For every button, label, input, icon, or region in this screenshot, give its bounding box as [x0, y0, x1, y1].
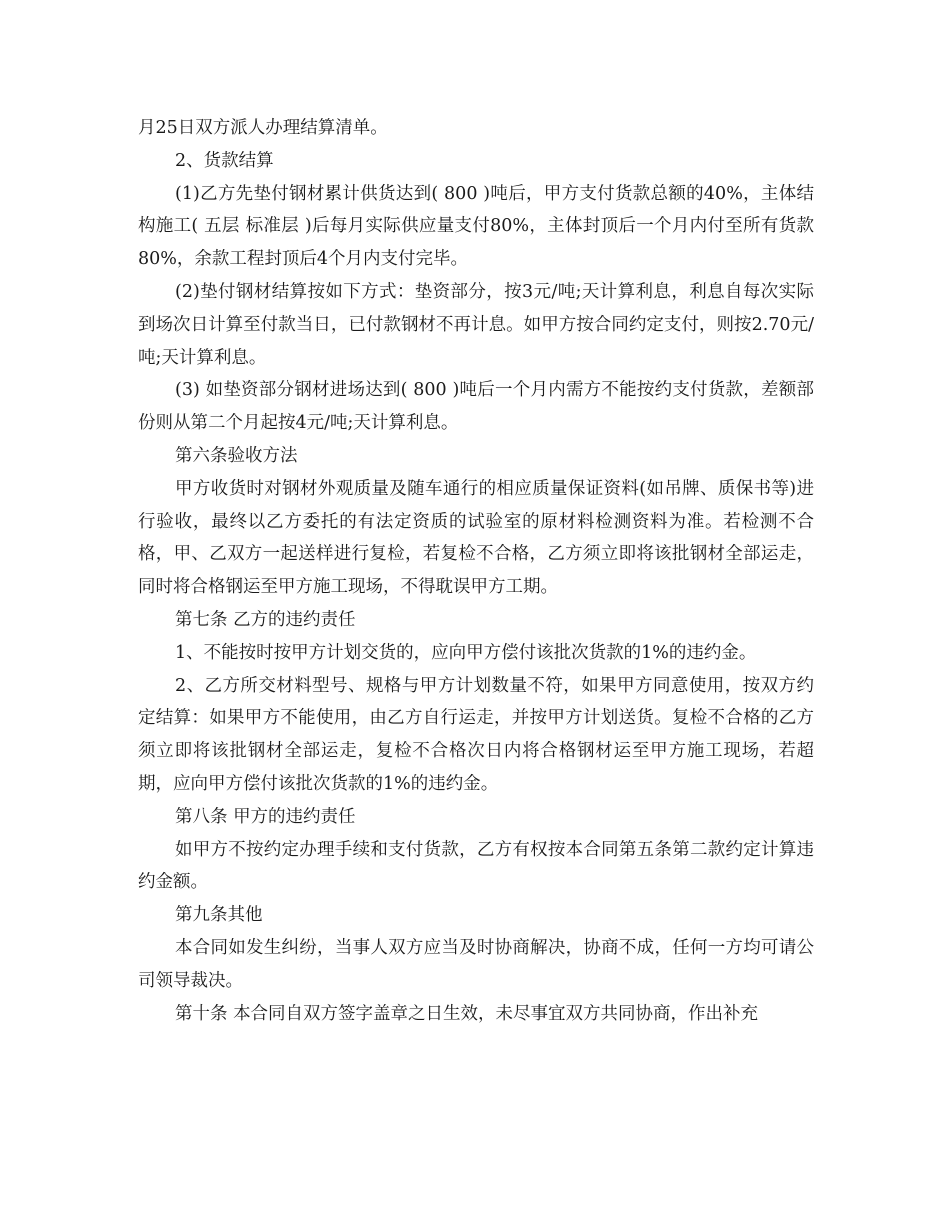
paragraph-article-10: 第十条 本合同自双方签字盖章之日生效，未尽事宜双方共同协商，作出补充: [175, 1003, 759, 1024]
heading-article-6: 第六条验收方法: [175, 445, 298, 466]
paragraph-breach-b-2: 2、乙方所交材料型号、规格与甲方计划数量不符，如果甲方同意使用，按双方约定结算：如果甲方不能使用，由乙方自行运走，并按甲方计划送货。复检不合格的乙方须立即将该批钢材全部运走，复检不合格次日内将合格钢材运至甲方施工现场，若超期，应向甲方偿付该批次货款的1%的违约金。: [138, 675, 814, 794]
paragraph-breach-b-1: 1、不能按时按甲方计划交货的，应向甲方偿付该批次货款的1%的违约金。: [175, 642, 757, 663]
paragraph-breach-a: 如甲方不按约定办理手续和支付货款，乙方有权按本合同第五条第二款约定计算违约金额。: [138, 839, 814, 893]
paragraph-settlement-date: 月25日双方派人办理结算清单。: [138, 118, 388, 138]
heading-payment-settlement: 2、货款结算: [175, 150, 274, 171]
heading-article-8: 第八条 甲方的违约责任: [175, 806, 356, 827]
paragraph-inspection: 甲方收货时对钢材外观质量及随车通行的相应质量保证资料(如吊牌、质保书等)进行验收，最终以乙方委托的有法定资质的试验室的原材料检测资料为准。若检测不合格，甲、乙双方一起送样进行复检，若复检不合格，乙方须立即将该批钢材全部运走，同时将合格钢运至甲方施工现场，不得耽误甲方工期。: [138, 478, 814, 598]
paragraph-payment-clause-2: (2)垫付钢材结算按如下方式：垫资部分，按3元/吨;天计算利息，利息自每次实际到场次日计算至付款当日，已付款钢材不再计息。如甲方按合同约定支付，则按2.70元/吨;天计算利息。: [138, 281, 814, 368]
document-body: [138, 112, 814, 1030]
paragraph-payment-clause-1: (1)乙方先垫付钢材累计供货达到( 800 )吨后，甲方支付货款总额的40%，主体结构施工( 五层 标准层 )后每月实际供应量支付80%，主体封顶后一个月内付至所有货款80%，余款工程封顶后4个月内支付完毕。: [138, 183, 814, 270]
heading-article-7: 第七条 乙方的违约责任: [175, 609, 356, 630]
paragraph-disputes: 本合同如发生纠纷，当事人双方应当及时协商解决，协商不成，任何一方均可请公司领导裁决。: [138, 937, 814, 991]
paragraph-payment-clause-3: (3) 如垫资部分钢材进场达到( 800 )吨后一个月内需方不能按约支付货款，差额部份则从第二个月起按4元/吨;天计算利息。: [138, 380, 814, 434]
heading-article-9: 第九条其他: [175, 905, 263, 926]
